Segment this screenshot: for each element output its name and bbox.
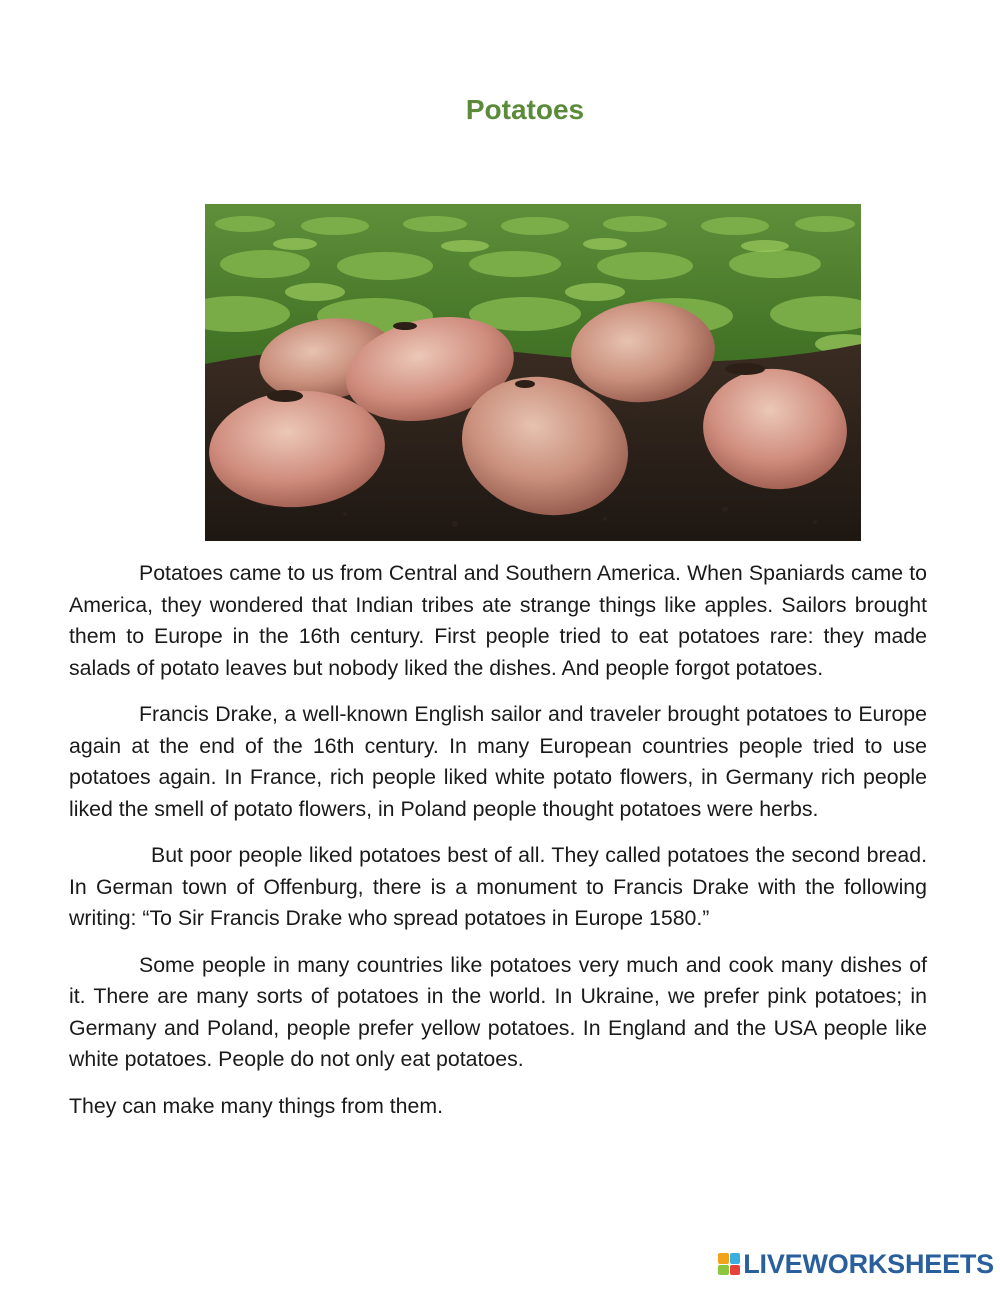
paragraph: Francis Drake, a well-known English sailor and traveler brought potatoes to Europe again at the end of the 16th century. In many European countries people tried to use potatoes again. In France, rich people liked white potato flowers, in Germany rich people liked the smell of potato flowers, in Poland people thought potatoes were herbs. [69,702,927,821]
potatoes-photo [205,204,861,541]
article-body [69,558,927,1137]
paragraph: But poor people liked potatoes best of all. They called potatoes the second bread. In German town of Offenburg, there is a monument to Francis Drake with the following writing: “To Sir Francis Drake who spread potatoes in Europe 1580.” [69,843,927,930]
paragraph: Some people in many countries like potatoes very much and cook many dishes of it. There are many sorts of potatoes in the world. In Ukraine, we prefer pink potatoes; in Germany and Poland, people prefer yellow potatoes. In England and the USA people like white potatoes. People do not only eat potatoes. [69,952,927,1071]
liveworksheets-logo[interactable] [718,1249,994,1279]
liveworksheets-logo-icon [718,1253,740,1275]
page-title: Potatoes [465,94,585,125]
paragraph: Potatoes came to us from Central and Southern America. When Spaniards came to America, they wondered that Indian tribes ate strange things like apples. Sailors brought them to Europe in the 16th century. First people tried to eat potatoes rare: they made salads of potato leaves but nobody liked the dishes. And people forgot potatoes. [69,561,927,680]
paragraph: They can make many things from them. [69,1093,444,1118]
brand-name: LIVEWORKSHEETS [743,1248,994,1279]
